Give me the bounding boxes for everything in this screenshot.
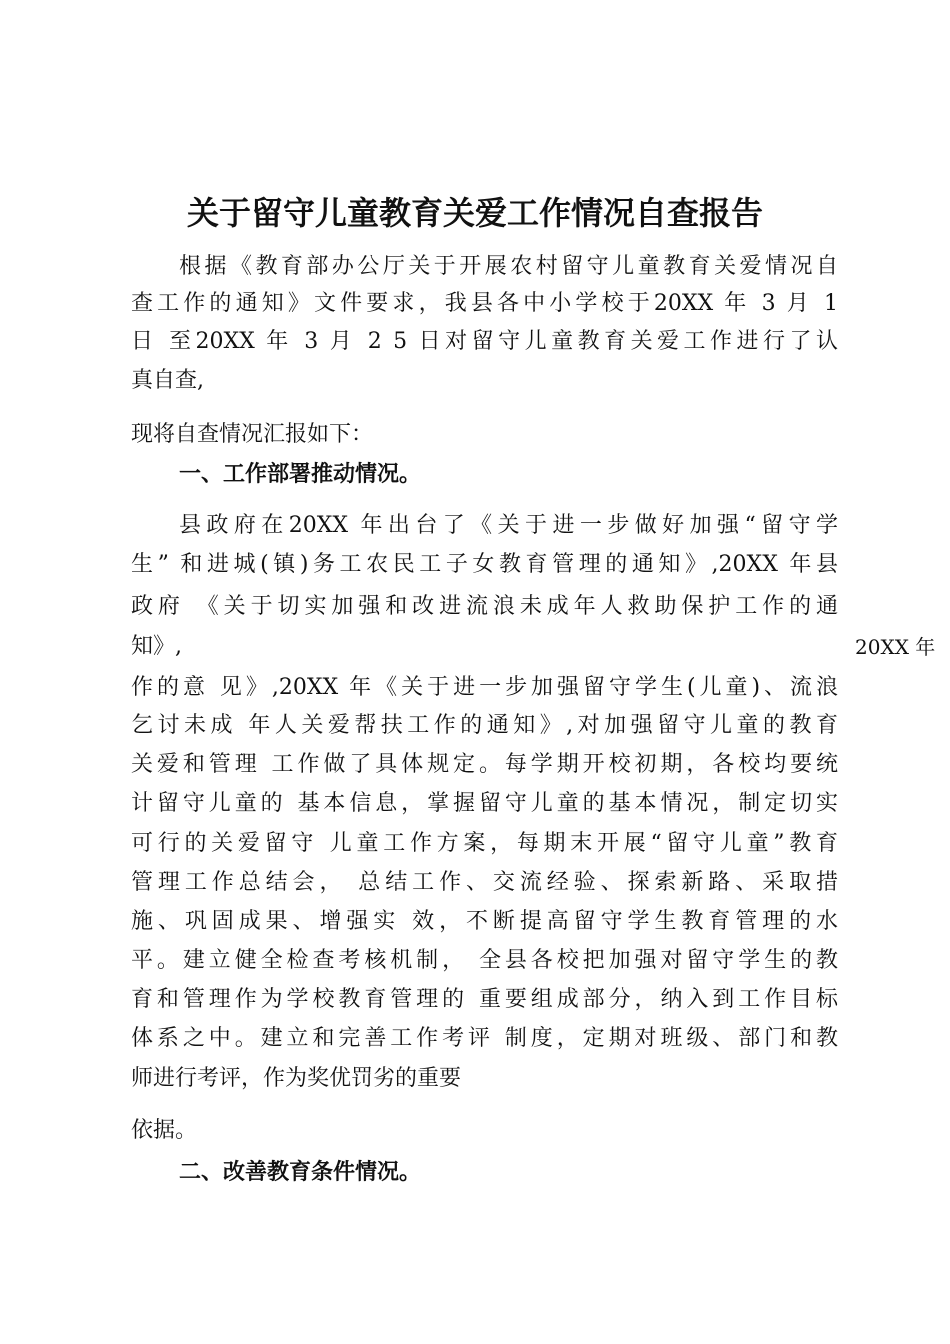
document-title: 关于留守儿童教育关爱工作情况自查报告 [186,194,763,232]
section-1-line-10: 管理工作总结会， 总结工作、交流经验、探索新路、采取措 [131,870,838,895]
intro-line-2: 查工作的通知》文件要求，我县各中小学校于20XX 年 3 月 1 [131,291,838,316]
intro-line-1: 根据《教育部办公厅关于开展农村留守儿童教育关爱情况自 [179,254,838,279]
section-1-line-15: 师进行考评，作为奖优罚劣的重要 [131,1066,462,1091]
section-1-line-3: 政府 《关于切实加强和改进流浪未成年人救助保护工作的通 [131,594,838,619]
section-1-line-12: 平。建立健全检查考核机制， 全县各校把加强对留守学生的教 [131,948,838,973]
section-1-line-2: 生” 和进城(镇)务工农民工子女教育管理的通知》,20XX 年县 [131,552,838,577]
margin-fragment: 20XX 年 [855,635,936,659]
section-1-line-1: 县政府在20XX 年出台了《关于进一步做好加强“留守学 [179,513,838,538]
section-1-heading: 一、工作部署推动情况。 [179,462,422,487]
section-2-heading: 二、改善教育条件情况。 [179,1160,422,1185]
intro-line-4: 真自查, [131,368,204,393]
section-1-tail-line: 依据。 [131,1118,198,1143]
section-1-line-5: 作的意 见》,20XX 年《关于进一步加强留守学生(儿童)、流浪 [131,675,838,700]
section-1-line-14: 体系之中。建立和完善工作考评 制度，定期对班级、部门和教 [131,1026,838,1051]
section-1-line-6: 乞讨未成 年人关爱帮扶工作的通知》,对加强留守儿童的教育 [131,713,838,738]
report-line: 现将自查情况汇报如下： [131,422,374,447]
section-1-line-9: 可行的关爱留守 儿童工作方案，每期末开展“留守儿童”教育 [131,831,838,856]
section-1-line-13: 育和管理作为学校教育管理的 重要组成部分，纳入到工作目标 [131,987,838,1012]
section-1-line-8: 计留守儿童的 基本信息，掌握留守儿童的基本情况，制定切实 [131,791,838,816]
section-1-line-4: 知》, [131,634,182,659]
section-1-line-7: 关爱和管理 工作做了具体规定。每学期开校初期，各校均要统 [131,752,838,777]
section-1-line-11: 施、巩固成果、增强实 效，不断提高留守学生教育管理的水 [131,909,838,934]
intro-line-3: 日 至20XX 年 3 月 2 5 日对留守儿童教育关爱工作进行了认 [131,329,838,354]
